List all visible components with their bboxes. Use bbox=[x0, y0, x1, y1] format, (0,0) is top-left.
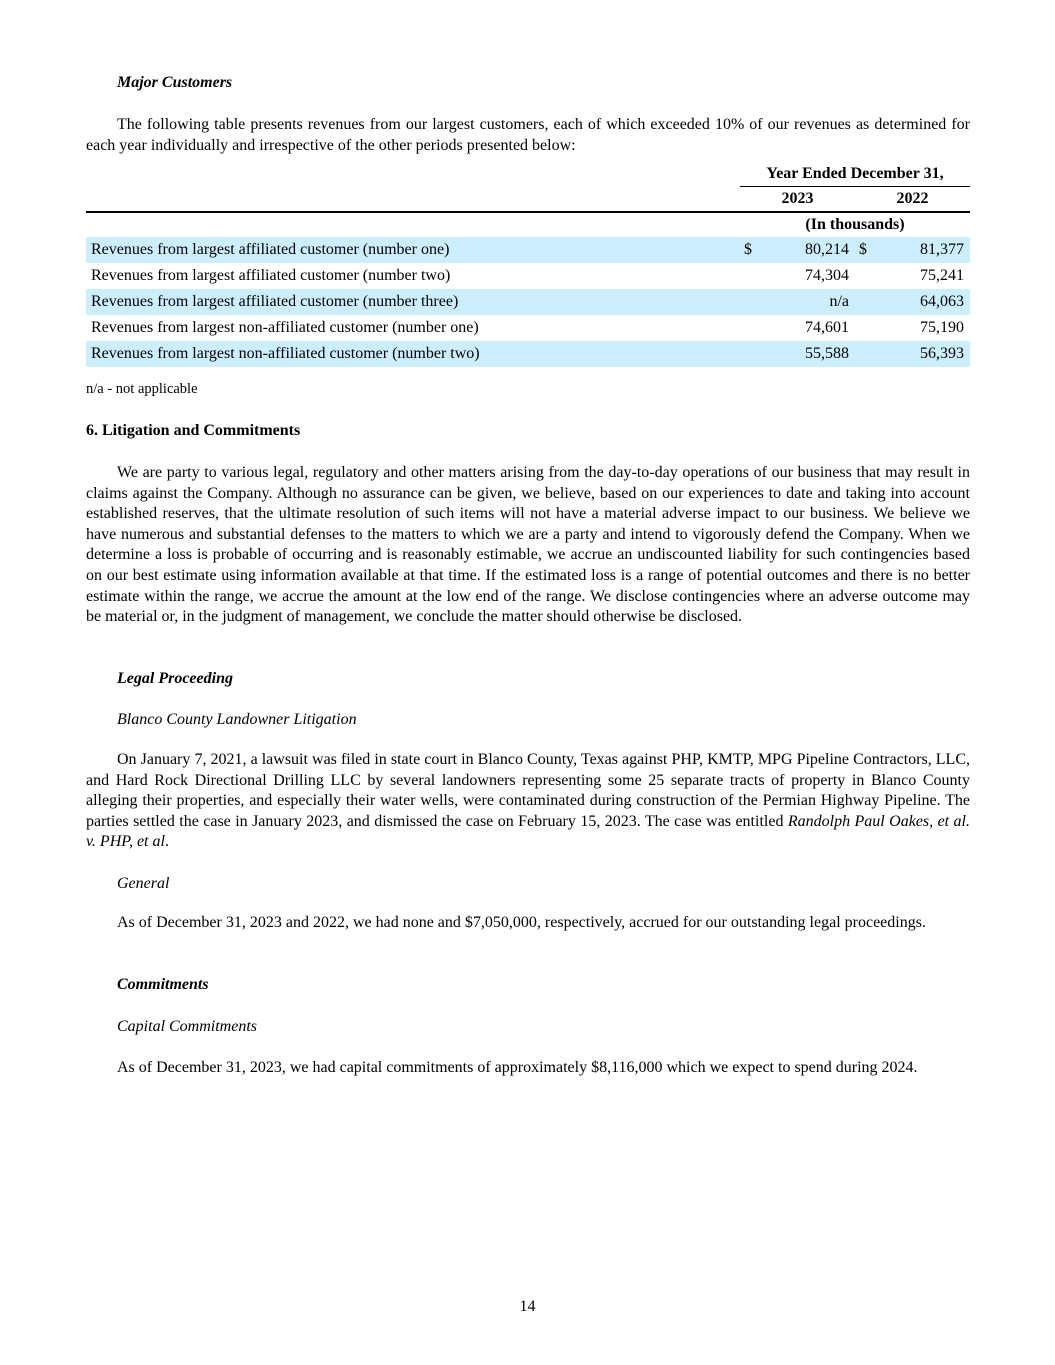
table-row bbox=[86, 263, 970, 289]
blanco-paragraph bbox=[86, 750, 970, 853]
units-label: (In thousands) bbox=[805, 216, 905, 233]
legal-proceeding-heading: Legal Proceeding bbox=[117, 670, 233, 687]
general-heading: General bbox=[117, 875, 170, 892]
table-row bbox=[86, 289, 970, 315]
period-header: Year Ended December 31, bbox=[740, 162, 970, 187]
table-row bbox=[86, 341, 970, 367]
value-2022: 75,241 bbox=[920, 267, 964, 284]
row-label: Revenues from largest affiliated customer (number three) bbox=[86, 289, 740, 315]
blanco-end: . bbox=[164, 833, 169, 851]
currency-symbol: $ bbox=[740, 237, 764, 263]
litigation-intro: We are party to various legal, regulatory and other matters arising from the day-to-day operations of our business that may result in claims against the Company. Although no assurance can be given, we believe, based on our experiences to date and taking into account established reserves, that the ultimate resolution of such items will not have a material adverse impact to our business. We believe we have numerous and substantial defenses to the matters to which we are a party and intend to vigorously defend the Company. When we determine a loss is probable of occurring and is reasonably estimable, we accrue an undiscounted liability for such contingencies based on our best estimate using information available at that time. If the estimated loss is a range of potential outcomes and there is no better estimate within the range, we accrue the amount at the low end of the range. We disclose contingencies where an adverse outcome may be material or, in the judgment of management, we conclude the matter should otherwise be disclosed. bbox=[86, 464, 970, 626]
major-customers-heading: Major Customers bbox=[117, 74, 233, 91]
value-2023: 80,214 bbox=[764, 237, 855, 263]
commitments-heading: Commitments bbox=[117, 976, 209, 993]
currency-symbol: $ bbox=[855, 237, 879, 263]
value-2022: 81,377 bbox=[879, 237, 970, 263]
value-2022: 75,190 bbox=[920, 319, 964, 336]
value-2023: 55,588 bbox=[764, 341, 855, 367]
row-label: Revenues from largest affiliated customer (number two) bbox=[91, 267, 451, 284]
value-2022: 56,393 bbox=[879, 341, 970, 367]
year-2022-header: 2022 bbox=[855, 187, 970, 213]
table-row bbox=[86, 315, 970, 341]
value-2022: 64,063 bbox=[879, 289, 970, 315]
blanco-text: On January 7, 2021, a lawsuit was filed in state court in Blanco County, Texas against PHP, KMTP, MPG Pipeline Contractors, LLC, and Hard Rock Directional Drilling LLC by several landowners representing some 25 separate tracts of property in Blanco County alleging their properties, and especially their water wells, were contaminated during construction of the Permian Highway Pipeline. The parties settled the case in January 2023, and dismissed the case on February 15, 2023. The case was entitled bbox=[86, 751, 970, 830]
page-number: 14 bbox=[519, 1298, 536, 1315]
value-2023: n/a bbox=[764, 289, 855, 315]
row-label: Revenues from largest non-affiliated customer (number two) bbox=[86, 341, 740, 367]
general-text: As of December 31, 2023 and 2022, we had none and $7,050,000, respectively, accrued for our outstanding legal proceedings. bbox=[117, 914, 926, 931]
major-customers-intro: The following table presents revenues from our largest customers, each of which exceeded 10% of our revenues as determined for each year individually and irrespective of the other periods presented below: bbox=[86, 116, 970, 154]
litigation-heading: 6. Litigation and Commitments bbox=[86, 422, 301, 439]
major-customers-table bbox=[86, 162, 970, 367]
capital-commitments-heading: Capital Commitments bbox=[117, 1018, 258, 1035]
capital-commitments-text: As of December 31, 2023, we had capital commitments of approximately $8,116,000 which we expect to spend during 2024. bbox=[117, 1059, 918, 1076]
value-2023: 74,304 bbox=[804, 267, 849, 284]
table-row bbox=[86, 237, 970, 263]
value-2023: 74,601 bbox=[804, 319, 849, 336]
row-label: Revenues from largest affiliated customer (number one) bbox=[86, 237, 740, 263]
case-name: Randolph Paul Oakes, et al. v. PHP, et al bbox=[86, 812, 971, 851]
table-footnote: n/a - not applicable bbox=[86, 381, 198, 397]
row-label: Revenues from largest non-affiliated customer (number one) bbox=[91, 319, 479, 336]
blanco-heading: Blanco County Landowner Litigation bbox=[117, 711, 357, 728]
year-2023-header: 2023 bbox=[740, 187, 855, 213]
